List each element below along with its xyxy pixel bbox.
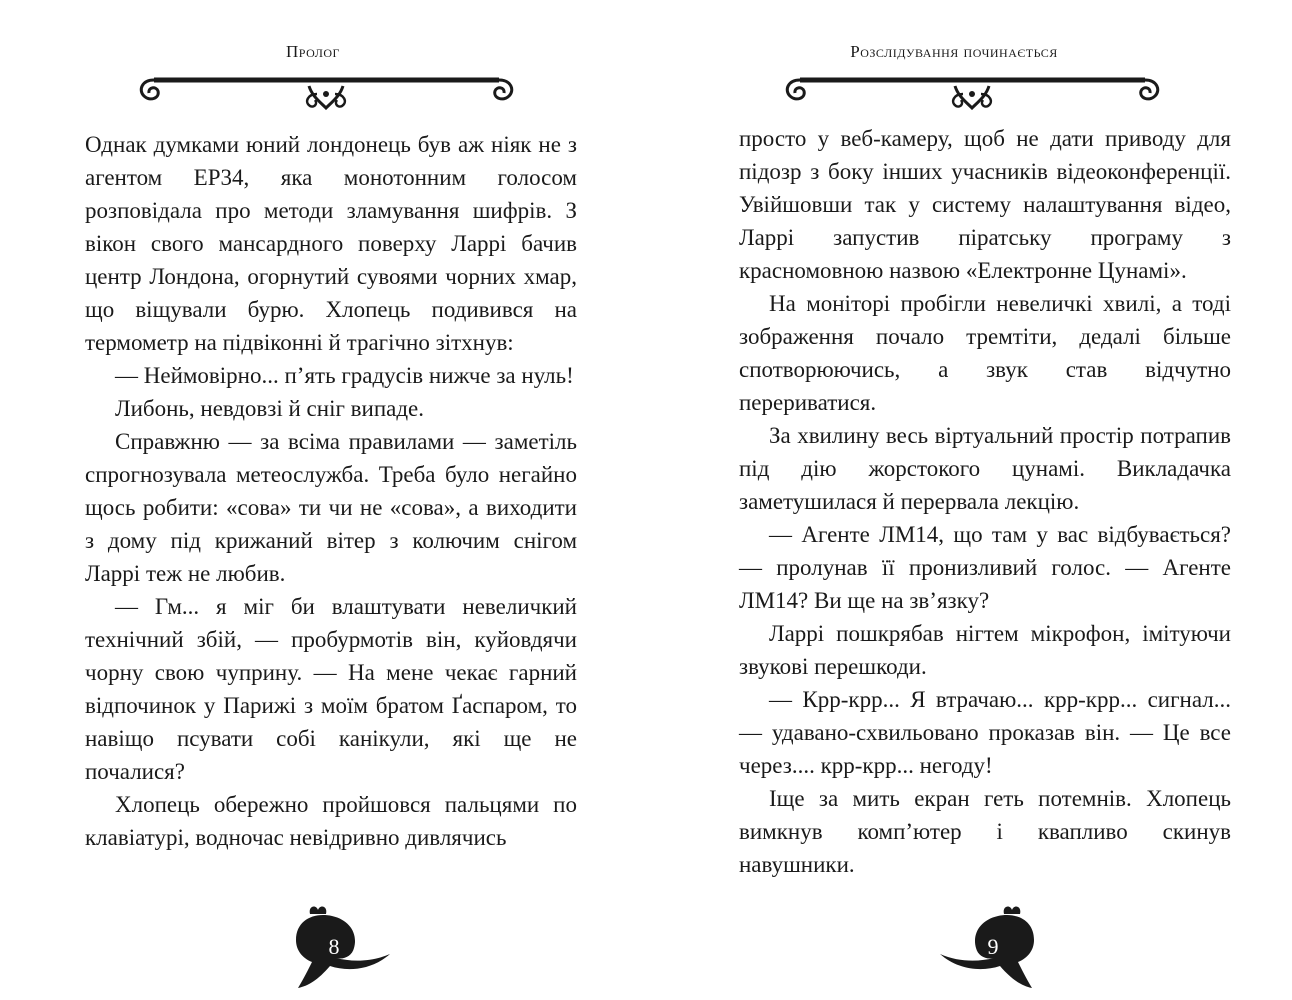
page-number: 9 [987, 934, 999, 959]
scroll-flourish-icon [780, 72, 1165, 114]
paragraph: — Гм... я міг би влаштувати невеличкий технічний збій, — пробурмотів він, куйовдячи чорну свою чуприну. — На мене чекає гарний відпочинок у Парижі з моїм братом Ґаспаром, то навіщо псувати собі канікули, які ще не почалися? [85, 594, 577, 784]
scroll-flourish-icon [134, 72, 519, 114]
body-text [739, 122, 1231, 881]
running-head: Розслідування починається [850, 42, 1058, 61]
page-folio [282, 900, 392, 995]
paragraph: Либонь, невдовзі й сніг випаде. [115, 396, 424, 421]
paragraph: На моніторі пробігли невеличкі хвилі, а тоді зображення почало тремтіти, дедалі більше спотворюючись, а звук став відчутно перериватися. [739, 291, 1231, 415]
running-head: Пролог [286, 42, 340, 61]
right-page [646, 0, 1292, 1000]
paragraph: — Неймовірно... п’ять градусів нижче за нуль! [115, 363, 574, 388]
paragraph: За хвилину весь віртуальний простір потрапив під дію жорстокого цунамі. Викладачка заметушилася й перервала лекцію. [739, 423, 1231, 514]
paragraph: Однак думками юний лондонець був аж ніяк не з агентом ЕР34, яка монотонним голосом розповідала про методи зламування шифрів. З вікон свого мансардного поверху Ларрі бачив центр Лондона, огорнутий сувоями чорних хмар, що віщували бурю. Хлопець подивився на термометр на підвіконні й трагічно зітхнув: [85, 132, 577, 355]
paragraph: Ларрі пошкрябав нігтем мікрофон, імітуючи звукові перешкоди. [739, 621, 1231, 679]
paragraph: — Агенте ЛМ14, що там у вас відбувається? — пролунав її пронизливий голос. — Агенте ЛМ14? Ви ще на зв’язку? [739, 522, 1231, 613]
page-number: 8 [328, 934, 340, 959]
page-folio [938, 900, 1048, 995]
paragraph: просто у веб-камеру, щоб не дати приводу для підозр з боку інших учасників відеоконференції. Увійшовши так у систему налаштування відео, Ларрі запустив піратську програму з красномовною назвою «Електронне Цунамі». [739, 126, 1231, 283]
paragraph: Іще за мить екран геть потемнів. Хлопець вимкнув комп’ютер і квапливо скинув навушники. [739, 786, 1231, 877]
paragraph: — Крр-крр... Я втрачаю... крр-крр... сигнал... — удавано-схвильовано проказав він. — Це все через.... крр-крр... негоду! [739, 687, 1231, 778]
paragraph: Хлопець обережно пройшовся пальцями по клавіатурі, водночас невідривно дивлячись [85, 792, 577, 850]
body-text [85, 128, 577, 854]
paragraph: Справжню — за всіма правилами — заметіль спрогнозувала метеослужба. Треба було негайно щось робити: «сова» ти чи не «сова», а виходити з дому під крижаний вітер з колючим снігом Ларрі теж не любив. [85, 429, 577, 586]
